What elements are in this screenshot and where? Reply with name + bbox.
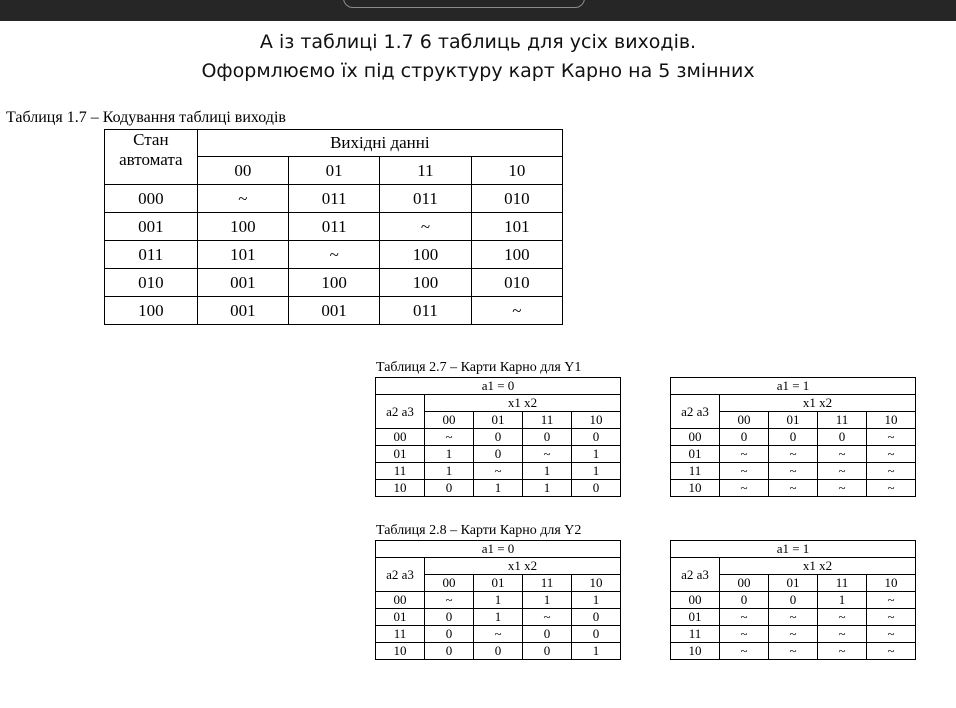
map-cell: ~ [720, 609, 769, 626]
map-cell: ~ [867, 609, 916, 626]
map-row-header: 01 [376, 609, 425, 626]
output-col-header: 10 [471, 157, 562, 185]
map-cell: ~ [523, 446, 572, 463]
map-cell: ~ [720, 643, 769, 660]
map-cell: ~ [867, 592, 916, 609]
output-cell: 011 [380, 185, 471, 213]
map-row [671, 626, 916, 643]
map-row-header: 01 [671, 446, 720, 463]
output-cell: ~ [471, 297, 562, 325]
karnaugh-map-y1-a1-0 [375, 377, 621, 497]
y2-title: Таблиця 2.8 – Карти Карно для Y2 [376, 523, 582, 538]
state-header-line1: Стан [133, 130, 169, 149]
map-cell: ~ [818, 480, 867, 497]
map-cell: ~ [769, 643, 818, 660]
map-cell: ~ [720, 626, 769, 643]
map-row-header: 01 [376, 446, 425, 463]
map-row [671, 643, 916, 660]
state-cell: 000 [105, 185, 198, 213]
output-cell: 001 [289, 297, 380, 325]
map-col-label: x1 x2 [720, 558, 916, 575]
map-cell: 0 [425, 480, 474, 497]
caption-line-1: А із таблиці 1.7 6 таблиць для усіх виходів. [259, 31, 697, 53]
map-cell: ~ [769, 463, 818, 480]
map-row [376, 643, 621, 660]
encoding-table [104, 129, 563, 325]
map-header: a1 = 0 [376, 541, 621, 558]
map-cell: ~ [474, 626, 523, 643]
map-row-header: 11 [671, 463, 720, 480]
map-cell: 1 [572, 592, 621, 609]
map-cell: 1 [474, 592, 523, 609]
map-header: a1 = 1 [671, 541, 916, 558]
map-row [671, 592, 916, 609]
map-row-header: 00 [671, 592, 720, 609]
map-cell: 0 [474, 643, 523, 660]
map-cell: ~ [867, 643, 916, 660]
state-cell: 010 [105, 269, 198, 297]
output-cell: 001 [197, 269, 288, 297]
map-col-header: 01 [474, 575, 523, 592]
map-col-label: x1 x2 [425, 558, 621, 575]
map-cell: 0 [720, 429, 769, 446]
table-row [105, 213, 563, 241]
map-cell: 0 [720, 592, 769, 609]
map-row-header: 10 [376, 480, 425, 497]
map-row [671, 480, 916, 497]
map-cell: ~ [867, 463, 916, 480]
map-cell: ~ [818, 626, 867, 643]
map-col-label: x1 x2 [720, 395, 916, 412]
map-row [671, 429, 916, 446]
map-row-header: 00 [376, 429, 425, 446]
top-bar [0, 0, 956, 21]
output-cell: 101 [471, 213, 562, 241]
map-row [376, 480, 621, 497]
map-col-header: 11 [523, 575, 572, 592]
map-cell: ~ [769, 626, 818, 643]
state-header [105, 130, 198, 185]
map-cell: ~ [769, 609, 818, 626]
map-row-header: 11 [376, 463, 425, 480]
map-col-header: 00 [720, 575, 769, 592]
karnaugh-map-y2-a1-0 [375, 540, 621, 660]
map-row-header: 10 [671, 480, 720, 497]
map-cell: 0 [523, 429, 572, 446]
state-cell: 001 [105, 213, 198, 241]
map-cell: ~ [867, 429, 916, 446]
output-cell: 001 [197, 297, 288, 325]
map-cell: ~ [867, 626, 916, 643]
map-col-header: 10 [867, 575, 916, 592]
map-cell: 1 [523, 592, 572, 609]
map-cell: 1 [523, 480, 572, 497]
map-cell: 0 [425, 626, 474, 643]
y1-title: Таблиця 2.7 – Карти Карно для Y1 [376, 360, 582, 375]
state-cell: 011 [105, 241, 198, 269]
karnaugh-map-y2-a1-1 [670, 540, 916, 660]
map-row-header: 01 [671, 609, 720, 626]
map-cell: 0 [425, 609, 474, 626]
output-cell: ~ [197, 185, 288, 213]
map-row-header: 00 [671, 429, 720, 446]
map-cell: 0 [572, 626, 621, 643]
map-row [671, 446, 916, 463]
map-cell: ~ [720, 463, 769, 480]
output-col-header: 01 [289, 157, 380, 185]
map-cell: 0 [572, 429, 621, 446]
map-row-label: a2 a3 [671, 558, 720, 592]
map-cell: 1 [572, 446, 621, 463]
map-col-header: 01 [769, 412, 818, 429]
map-cell: ~ [867, 446, 916, 463]
map-cell: ~ [769, 446, 818, 463]
map-row [376, 429, 621, 446]
table-1-7-title: Таблиця 1.7 – Кодування таблиці виходів [6, 109, 286, 126]
map-cell: 0 [572, 480, 621, 497]
map-cell: 0 [523, 643, 572, 660]
map-cell: ~ [720, 446, 769, 463]
output-cell: 011 [380, 297, 471, 325]
map-col-header: 10 [867, 412, 916, 429]
output-cell: 010 [471, 185, 562, 213]
map-cell: ~ [769, 480, 818, 497]
map-col-header: 10 [572, 412, 621, 429]
map-col-header: 00 [720, 412, 769, 429]
output-cell: 011 [289, 185, 380, 213]
map-cell: 0 [474, 429, 523, 446]
map-cell: ~ [474, 463, 523, 480]
map-col-header: 01 [474, 412, 523, 429]
map-cell: 0 [572, 609, 621, 626]
table-row [105, 241, 563, 269]
output-cell: ~ [289, 241, 380, 269]
output-cell: 101 [197, 241, 288, 269]
map-row [671, 609, 916, 626]
output-cell: 100 [197, 213, 288, 241]
map-cell: 1 [425, 463, 474, 480]
map-cell: 0 [769, 429, 818, 446]
output-cell: 100 [471, 241, 562, 269]
map-col-header: 10 [572, 575, 621, 592]
map-col-label: x1 x2 [425, 395, 621, 412]
table-row [105, 297, 563, 325]
map-row [671, 463, 916, 480]
map-cell: ~ [818, 643, 867, 660]
map-cell: ~ [425, 592, 474, 609]
map-col-header: 11 [523, 412, 572, 429]
map-cell: 1 [572, 643, 621, 660]
map-cell: 0 [818, 429, 867, 446]
map-header: a1 = 0 [376, 378, 621, 395]
map-cell: 1 [474, 480, 523, 497]
state-cell: 100 [105, 297, 198, 325]
map-row [376, 463, 621, 480]
map-row [376, 446, 621, 463]
outputs-header: Вихідні данні [197, 130, 562, 157]
map-col-header: 00 [425, 575, 474, 592]
map-row-header: 10 [376, 643, 425, 660]
output-cell: 100 [289, 269, 380, 297]
output-col-header: 00 [197, 157, 288, 185]
top-tab[interactable] [343, 0, 585, 8]
map-row-header: 00 [376, 592, 425, 609]
map-cell: 1 [523, 463, 572, 480]
output-cell: 011 [289, 213, 380, 241]
map-col-header: 11 [818, 412, 867, 429]
karnaugh-map-y1-a1-1 [670, 377, 916, 497]
map-row-label: a2 a3 [671, 395, 720, 429]
table-row [105, 269, 563, 297]
output-col-header: 11 [380, 157, 471, 185]
output-cell: 100 [380, 241, 471, 269]
output-cell: 010 [471, 269, 562, 297]
map-cell: 0 [523, 626, 572, 643]
map-cell: 0 [474, 446, 523, 463]
output-cell: 100 [380, 269, 471, 297]
map-cell: 1 [425, 446, 474, 463]
map-cell: ~ [818, 463, 867, 480]
map-cell: ~ [425, 429, 474, 446]
map-cell: 1 [818, 592, 867, 609]
map-row-header: 10 [671, 643, 720, 660]
map-cell: ~ [720, 480, 769, 497]
map-header: a1 = 1 [671, 378, 916, 395]
map-col-header: 11 [818, 575, 867, 592]
map-col-header: 01 [769, 575, 818, 592]
map-cell: 1 [474, 609, 523, 626]
map-row-header: 11 [671, 626, 720, 643]
map-cell: ~ [818, 609, 867, 626]
state-header-line2: автомата [119, 150, 183, 169]
map-cell: ~ [867, 480, 916, 497]
map-row [376, 592, 621, 609]
caption-line-2: Оформлюємо їх під структуру карт Карно на 5 змінних [201, 60, 755, 82]
map-cell: ~ [818, 446, 867, 463]
output-cell: ~ [380, 213, 471, 241]
map-cell: ~ [523, 609, 572, 626]
map-row-label: a2 a3 [376, 558, 425, 592]
map-cell: 0 [769, 592, 818, 609]
map-row-label: a2 a3 [376, 395, 425, 429]
map-row [376, 626, 621, 643]
map-cell: 0 [425, 643, 474, 660]
map-cell: 1 [572, 463, 621, 480]
table-row [105, 185, 563, 213]
map-col-header: 00 [425, 412, 474, 429]
map-row-header: 11 [376, 626, 425, 643]
map-row [376, 609, 621, 626]
